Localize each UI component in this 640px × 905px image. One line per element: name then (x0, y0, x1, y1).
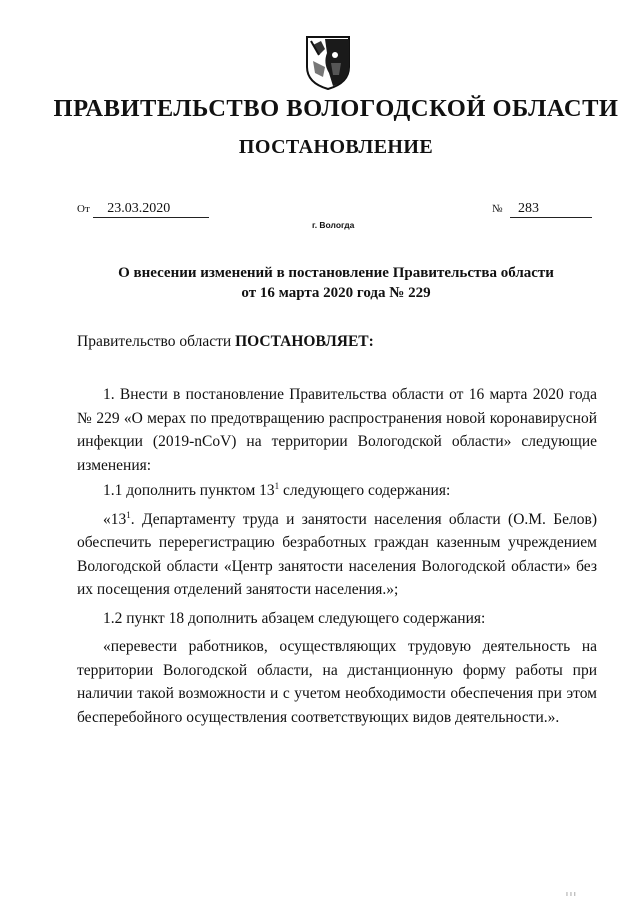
preamble-emphasis: ПОСТАНОВЛЯЕТ: (235, 333, 374, 350)
preamble (77, 333, 374, 351)
paragraph-3-text: «13 (103, 510, 127, 528)
paragraph-3 (77, 508, 597, 602)
paragraph-2-text-end: следующего содержания: (279, 482, 451, 499)
paragraph-4: 1.2 пункт 18 дополнить абзацем следующего содержания: (103, 609, 486, 627)
document-body (77, 383, 597, 734)
date-label: От (77, 203, 90, 215)
number-field (492, 201, 592, 218)
document-subject (0, 263, 640, 303)
paragraph-1: 1. Внести в постановление Правительства области от 16 марта 2020 года № 229 «О мерах по предотвращению распространения новой коронавирусной инфекции (2019-nCoV) на территории Вологодской области» следующие изменения: (77, 386, 597, 474)
number-label: № (492, 203, 503, 215)
superscript: 1 (126, 509, 131, 520)
subject-line-2: от 16 марта 2020 года № 229 (241, 285, 431, 301)
paragraph-2-text: 1.1 дополнить пунктом 13 (103, 482, 275, 499)
footer-marks: ııı (566, 891, 578, 898)
organization-title: ПРАВИТЕЛЬСТВО ВОЛОГОДСКОЙ ОБЛАСТИ (53, 95, 619, 122)
document-type: ПОСТАНОВЛЕНИЕ (238, 136, 434, 158)
paragraph-3-text-end: . Департаменту труда и занятости населения области (О.М. Белов) обеспечить перерегистрацию безработных граждан казенным учреждением Вологодской области «Центр занятости населения Вологодской области» без их посещения отделений занятости населения.»; (77, 510, 597, 598)
paragraph-2 (77, 479, 597, 503)
superscript: 1 (274, 481, 280, 491)
paragraph-5: «перевести работников, осуществляющих трудовую деятельность на территории Вологодской области, на дистанционную форму работы при наличии такой возможности и с учетом необходимости обеспечения при этом бесперебойного осуществления соответствующих видов деятельности.». (77, 638, 597, 726)
date-field (77, 201, 209, 218)
preamble-text: Правительство области (77, 333, 236, 350)
subject-line-1: О внесении изменений в постановление Правительства области (118, 265, 554, 281)
vologda-coat-of-arms-icon (303, 33, 353, 91)
number-value: 283 (510, 201, 592, 218)
date-value: 23.03.2020 (93, 201, 209, 218)
city-label: г. Вологда (312, 220, 355, 230)
